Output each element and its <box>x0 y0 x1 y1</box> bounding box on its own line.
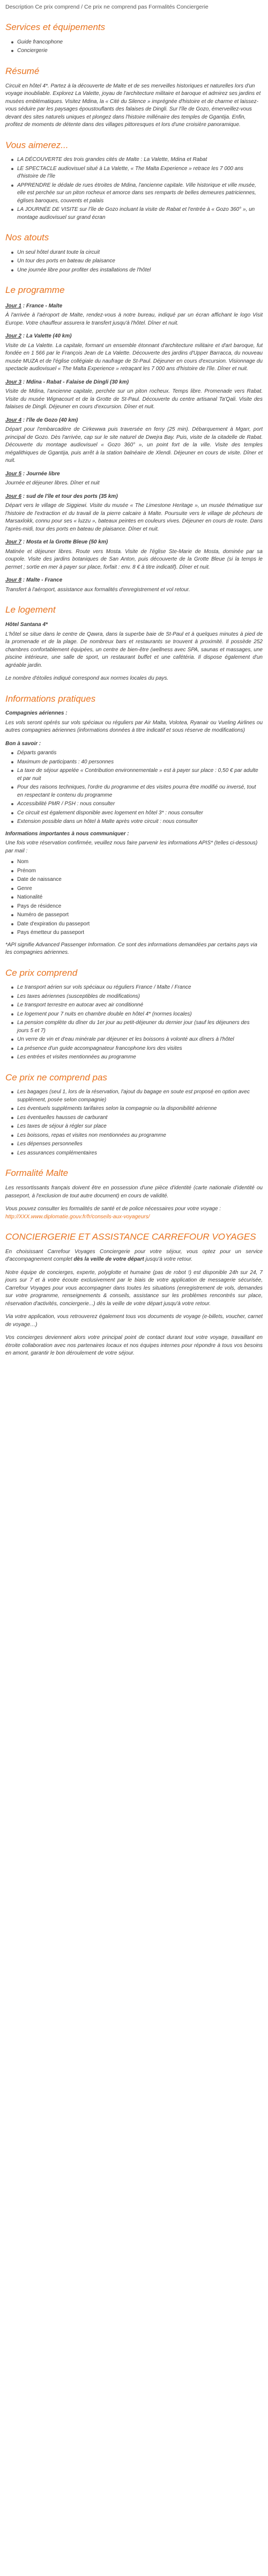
day-text: Départ pour l'embarcadère de Cirkewwa puis traversée en ferry (25 min). Débarquement à Mgarr, port principal de Gozo. Dès l'arrivée, cap sur le site naturel de Dwejra Bay. Puis, visite de la citadelle de Rabat. Découverte du montage audiovisuel « Gozo 360° », un point fort de la ville. Visite des temples mégalithiques de Ggantija, puis arrêt à la station balnéaire de Xlendi. Déjeuner en cours de visite. Dîner et nuit. <box>5 426 263 464</box>
list-item: La pension complète du dîner du 1er jour au petit-déjeuner du dernier jour (sauf les déjeuners des jours 5 et 7) <box>17 1019 263 1035</box>
day-name: : France - Malte <box>21 303 63 309</box>
formalite-link-prefix: Vous pouvez consulter les formalités de santé et de police nécessaires pour votre voyage : <box>5 1206 221 1212</box>
day-text: À l'arrivée à l'aéroport de Malte, rendez-vous à notre bureau, indiqué par un écran affichant le logo Visit Europe. Votre chauffeur assurera le transfert jusqu'à l'hôtel. Dîner et nuit. <box>5 312 263 326</box>
infos-title: Informations pratiques <box>5 693 96 704</box>
formalite-title: Formalité Malte <box>5 1168 69 1179</box>
list-item: La taxe de séjour appelée « Contribution environnementale » est à payer sur place : 0,50 € par adulte et par nuit <box>17 767 263 783</box>
transmettre-label: Informations importantes à nous communiquer : <box>5 830 129 837</box>
list-item: Les assurances complémentaires <box>17 1150 263 1158</box>
bon-a-savoir-label: Bon à savoir : <box>5 740 41 747</box>
nos-atouts-section <box>5 231 263 274</box>
list-item: Maximum de participants : 40 personnes <box>17 759 263 767</box>
day-name: : sud de l'île et tour des ports (35 km) <box>21 493 118 499</box>
day-title <box>5 303 263 311</box>
list-item: APPRENDRE le dédale de rues étroites de Mdina, l'ancienne capitale. Ville historique et ville musée, elle est perchée sur un piton rocheux et amorce dans ses remparts de belles demeures patriciennes, églises baroques, couvents et palais <box>17 182 263 205</box>
conciergerie-text-1 <box>5 1248 263 1264</box>
formalite-text: Les ressortissants français doivent être en possession d'une pièce d'identité (carte nationale d'identité ou passeport, à l'exclusion de tout autre document) en cours de validité. <box>5 1185 263 1199</box>
day-number: Jour 7 <box>5 539 22 546</box>
services-list <box>5 39 263 55</box>
resume-text: Circuit en hôtel 4*. Partez à la découverte de Malte et de ses merveilles historiques et naturelles lors d'un voyage inoubliable. Explorez La Valette, joyau de l'architecture militaire et baroque et admirez ses jardins et musées emblématiques. Visitez Mdina, la « Cité du Silence » imprégnée d'histoire et de charme et laissez-vous séduire par les paysages époustouflants des falaises de Dingli. Sur l'île de Gozo, émerveillez-vous devant des sites naturels uniques et plongez dans l'histoire millénaire des temples de Ggantija. Enfin, profitez de moments de détente dans des villages pittoresques et lors d'une croisière panoramique. <box>5 83 261 128</box>
day-title <box>5 493 263 501</box>
day-text: Visite de La Valette. La capitale, formant un ensemble étonnant d'architecture militaire et d'art baroque, fut fondée en 1 566 par le François Jean de La Valette. Découverte des jardins d'Upper Barracca, du nouveau musée MUZA et de l'église collégiale du naufrage de St-Paul. Déjeuner en cours d'excursion. Visionnage du spectacle audiovisuel « The Malta Experience » retraçant les 7 000 ans d'histoire de l'île. Dîner et nuit. <box>5 342 263 372</box>
formalite-section <box>5 1167 263 1221</box>
conciergerie-text-1-a: En choisissant Carrefour Voyages Conciergerie pour votre séjour, vous optez pour un service d'accompagnement complet <box>5 1248 263 1263</box>
day-text: Visite de Mdina, l'ancienne capitale, perchée sur un piton rocheux. Temps libre. Promenade vers Rabat. Visite du musée Wignacourt et de la Grotte de St-Paul. Découverte du centre artisanal Ta'Qali. Visite des falaises de Dingli. Déjeuner en cours d'excursion. Dîner et nuit. <box>5 388 263 410</box>
day-number: Jour 4 <box>5 417 22 423</box>
day-title <box>5 539 263 547</box>
ne-comprend-title: Ce prix ne comprend pas <box>5 1072 107 1083</box>
services-section <box>5 21 263 55</box>
list-item: Les bagages (seul 1, lors de la réservation, l'ajout du bagage en soute est proposé en option avec supplément, posée selon compagnie) <box>17 1088 263 1104</box>
conciergerie-title: CONCIERGERIE ET ASSISTANCE CARREFOUR VOYAGES <box>5 1232 256 1242</box>
day-number: Jour 2 <box>5 333 22 340</box>
diplomatie-link[interactable]: http://XXX.www.diplomatie.gouv.fr/fr/conseils-aux-voyageurs/ <box>5 1213 150 1220</box>
day-name: : La Valette (40 km) <box>21 333 72 340</box>
list-item: Date d'expiration du passeport <box>17 921 263 929</box>
day-number: Jour 1 <box>5 303 22 309</box>
day-title <box>5 379 263 387</box>
list-item: Conciergerie <box>17 47 263 55</box>
conciergerie-section <box>5 1231 263 1358</box>
list-item: Les éventuels suppléments tarifaires selon la compagnie ou la disponibilité aérienne <box>17 1105 263 1113</box>
comprend-section <box>5 967 263 1062</box>
comprend-list <box>5 984 263 1062</box>
hotel-name: Hôtel Santana 4* <box>5 622 48 628</box>
list-item: Le transport aérien sur vols spéciaux ou réguliers France / Malte / France <box>17 984 263 992</box>
logement-text: L'hôtel se situe dans le centre de Qawra, dans la superbe baie de St-Paul et à quelques minutes à pied de la promenade et de la plage. De nombreux bars et restaurants se trouvent à proximité. Il possède 252 chambres confortablement équipées, un centre de bien-être (wellness avec SPA, saunas et massages, une piscine intérieure, une salle de sport, un restaurant buffet et une cafétéria. Il dispose également d'un agréable jardin. <box>5 631 263 668</box>
day-number: Jour 8 <box>5 577 22 584</box>
day-title <box>5 417 263 425</box>
day-number: Jour 6 <box>5 493 22 499</box>
list-item: Pays émetteur du passeport <box>17 929 263 937</box>
infos-section <box>5 693 263 957</box>
resume-title: Résumé <box>5 65 40 76</box>
list-item: Le transport terrestre en autocar avec air conditionné <box>17 1002 263 1010</box>
day-title <box>5 577 263 585</box>
list-item: La présence d'un guide accompagnateur francophone lors des visites <box>17 1045 263 1053</box>
services-title: Services et équipements <box>5 22 106 33</box>
day-text: Départ vers le village de Siggiewi. Visite du musée « The Limestone Heritage », un musée thématique sur l'histoire de l'extraction et du travail de la pierre calcaire à Malte. Poursuite vers le village de pêcheurs de Marsaxlokk, connu pour ses « luzzu », bateaux peintes en couleurs vives. Déjeuner en cours de route. Dans l'après-midi, tour des ports en bateau de plaisance. Dîner et nuit. <box>5 503 263 532</box>
list-item: Genre <box>17 885 263 893</box>
list-item: LE SPECTACLE audiovisuel situé à La Valette, « The Malta Experience » retrace les 7 000 ans d'histoire de l'île <box>17 165 263 181</box>
list-item: Un verre de vin et d'eau minérale par déjeuner et les boissons à volonté aux dîners à l'hôtel <box>17 1036 263 1044</box>
list-item: Guide francophone <box>17 39 263 47</box>
logement-title: Le logement <box>5 605 56 615</box>
conciergerie-text-1-b: jusqu'à votre retour. <box>144 1256 193 1263</box>
programme-title: Le programme <box>5 285 65 296</box>
ne-comprend-list <box>5 1088 263 1157</box>
list-item: Les entrées et visites mentionnées au programme <box>17 1054 263 1062</box>
list-item: Accessibilité PMR / PSH : nous consulter <box>17 800 263 808</box>
list-item: Départs garantis <box>17 749 263 757</box>
compagnies-label: Compagnies aériennes : <box>5 710 68 717</box>
list-item: Le logement pour 7 nuits en chambre double en hôtel 4* (normes locales) <box>17 1011 263 1019</box>
intro-text: Description Ce prix comprend / Ce prix ne comprend pas Formalités Conciergerie <box>5 4 209 10</box>
vous-aimerez-title: Vous aimerez... <box>5 139 69 150</box>
list-item: Les éventuelles hausses de carburant <box>17 1114 263 1122</box>
day-title <box>5 470 263 479</box>
transmettre-text: Une fois votre réservation confirmée, veuillez nous faire parvenir les informations APIS* (telles ci-dessous) par mail : <box>5 840 258 854</box>
list-item: Les taxes de séjour à régler sur place <box>17 1123 263 1131</box>
conciergerie-text-4: Vos concierges deviennent alors votre principal point de contact durant tout votre voyage, travaillant en étroite collaboration avec nos partenaires locaux et nos équipes internes pour répondre à tous vos besoins en amont, garantir le bon déroulement de votre séjour. <box>5 1335 263 1357</box>
list-item: Pour des raisons techniques, l'ordre du programme et des visites pourra être modifié ou inversé, tout en respectant le contenu du programme <box>17 784 263 799</box>
nos-atouts-list <box>5 249 263 275</box>
formalite-link-text <box>5 1205 263 1221</box>
list-item: LA DÉCOUVERTE des trois grandes cités de Malte : La Valette, Mdina et Rabat <box>17 156 263 164</box>
list-item: LA JOURNÉE DE VISITE sur l'île de Gozo incluant la visite de Rabat et l'entrée à « Gozo 360° », un montage audiovisuel sur grand écran <box>17 206 263 222</box>
comprend-title: Ce prix comprend <box>5 967 78 978</box>
conciergerie-text-2: Notre équipe de concierges, experte, polyglotte et humaine (pas de robot !) est disponible 24h sur 24, 7 jours sur 7 et à votre écoute exclusivement par le biais de votre application de messagerie sécurisée, Carrefour Voyages pour vous accompagner dans toutes les situations (enregistrement de vols, demandes sur votre programme, renseignements & conseils, assistance sur les problèmes rencontrés sur place, réservation d'activités, conciergerie...) dès la veille de votre départ jusqu'à votre retour. <box>5 1269 263 1307</box>
day-name: : Mosta et la Grotte Bleue (50 km) <box>21 539 108 546</box>
list-item: Nationalité <box>17 894 263 902</box>
bon-a-savoir-list <box>5 749 263 826</box>
list-item: Ce circuit est également disponible avec logement en hôtel 3* : nous consulter <box>17 809 263 818</box>
list-item: Date de naissance <box>17 876 263 884</box>
day-name: : Malte - France <box>21 577 63 584</box>
day-title <box>5 333 263 341</box>
day-text: Transfert à l'aéroport, assistance aux formalités d'enregistrement et vol retour. <box>5 586 190 593</box>
list-item: Un seul hôtel durant toute la circuit <box>17 249 263 257</box>
ne-comprend-section <box>5 1071 263 1158</box>
day-text: Matinée et déjeuner libres. Route vers Mosta. Visite de l'église Ste-Marie de Mosta, dominée par sa coupole. Visite des jardins botaniques de San Anton, puis découverte de la Grotte Bleue (si la temps le permet ; sortie en mer à payer sur place, forfait : env. 8 € à titre indicatif). Dîner et nuit. <box>5 548 263 570</box>
list-item: Prénom <box>17 867 263 875</box>
resume-section <box>5 65 263 129</box>
conciergerie-text-1-bold: dès la veille de votre départ <box>73 1256 144 1263</box>
day-name: : Journée libre <box>21 470 60 477</box>
day-number: Jour 5 <box>5 470 22 477</box>
list-item: Numéro de passeport <box>17 911 263 919</box>
list-item: Un tour des ports en bateau de plaisance <box>17 257 263 266</box>
vous-aimerez-section <box>5 139 263 222</box>
transmettre-list <box>5 858 263 937</box>
day-name: : Mdina - Rabat - Falaise de Dingli (30 km) <box>21 379 129 385</box>
programme-section <box>5 284 263 594</box>
list-item: Les taxes aériennes (susceptibles de modifications) <box>17 993 263 1001</box>
list-item: Les boissons, repas et visites non mentionnées au programme <box>17 1132 263 1140</box>
day-number: Jour 3 <box>5 379 22 385</box>
list-item: Pays de résidence <box>17 903 263 911</box>
day-text: Journée et déjeuner libres. Dîner et nuit <box>5 480 100 487</box>
apis-note: *API signifie Advanced Passenger Information. Ce sont des informations demandées par certains pays via les compagnies aériennes. <box>5 941 257 956</box>
logement-section <box>5 603 263 682</box>
nos-atouts-title: Nos atouts <box>5 232 49 243</box>
list-item: Extension possible dans un hôtel à Malte après votre circuit : nous consulter <box>17 818 263 826</box>
day-name: : l'île de Gozo (40 km) <box>21 417 78 423</box>
conciergerie-text-3: Via votre application, vous retrouverez également tous vos documents de voyage (e-billets, voucher, carnet de voyage…) <box>5 1314 263 1328</box>
list-item: Une journée libre pour profiter des installations de l'hôtel <box>17 267 263 275</box>
list-item: Nom <box>17 858 263 866</box>
logement-note: Le nombre d'étoiles indiqué correspond aux normes locales du pays. <box>5 675 169 682</box>
compagnies-text: Les vols seront opérés sur vols spéciaux ou réguliers par Air Malta, Volotea, Ryanair ou Vueling Airlines ou autres compagnies aériennes (informations données à titre indicatif et sous réserve de modifications) <box>5 719 263 734</box>
vous-aimerez-list <box>5 156 263 222</box>
list-item: Les dépenses personnelles <box>17 1140 263 1149</box>
